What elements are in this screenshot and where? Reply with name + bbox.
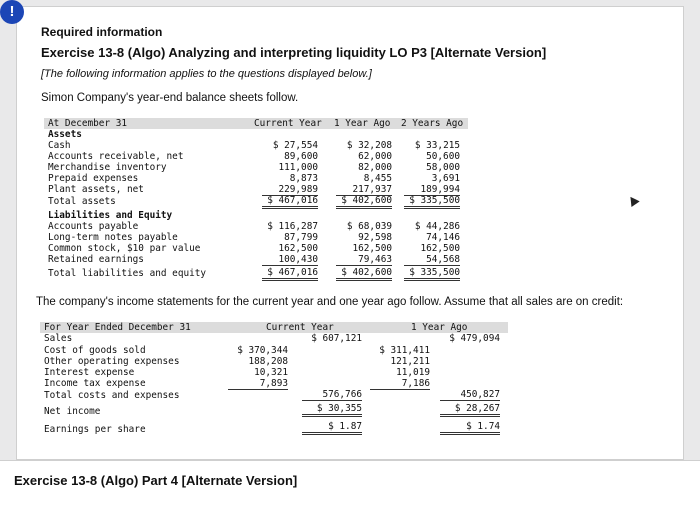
expense-current: 7,893 xyxy=(228,378,288,390)
total-costs-label: Total costs and expenses xyxy=(44,390,180,401)
sales-prev: $ 479,094 xyxy=(449,333,500,344)
balance-intro: Simon Company's year-end balance sheets follow. xyxy=(41,92,299,104)
sales-current: $ 607,121 xyxy=(311,333,362,344)
balance-col-2yr: 2 Years Ago xyxy=(401,118,464,129)
asset-2yr: 58,000 xyxy=(426,162,460,173)
liabilities-heading: Liabilities and Equity xyxy=(48,210,173,221)
expense-prev: $ 311,411 xyxy=(379,345,430,356)
asset-label: Cash xyxy=(48,140,71,151)
asset-current: 89,600 xyxy=(284,151,318,162)
asset-1yr: 8,455 xyxy=(363,173,392,184)
asset-label: Merchandise inventory xyxy=(48,162,167,173)
total-costs-prev: 450,827 xyxy=(440,389,500,401)
total-assets-2yr: $ 335,500 xyxy=(404,195,460,209)
total-assets-1yr: $ 402,600 xyxy=(336,195,392,209)
liability-1yr: 79,463 xyxy=(336,254,392,266)
asset-2yr: 189,994 xyxy=(404,184,460,196)
asset-label: Plant assets, net xyxy=(48,184,144,195)
liability-current: 87,799 xyxy=(284,232,318,243)
expense-label: Income tax expense xyxy=(44,378,146,389)
expense-label: Interest expense xyxy=(44,367,135,378)
asset-1yr: 82,000 xyxy=(358,162,392,173)
expense-label: Other operating expenses xyxy=(44,356,180,367)
total-costs-current: 576,766 xyxy=(302,389,362,401)
required-info-heading: Required information xyxy=(41,25,163,39)
liability-label: Long-term notes payable xyxy=(48,232,178,243)
expense-label: Cost of goods sold xyxy=(44,345,146,356)
liability-label: Accounts payable xyxy=(48,221,139,232)
income-intro: The company's income statements for the current year and one year ago follow. Assume that all sales are on credit: xyxy=(36,296,624,308)
net-income-prev: $ 28,267 xyxy=(440,403,500,417)
net-income-label: Net income xyxy=(44,406,101,417)
liability-current: $ 116,287 xyxy=(267,221,318,232)
asset-2yr: 50,600 xyxy=(426,151,460,162)
info-note: [The following information applies to the questions displayed below.] xyxy=(41,68,372,80)
liability-2yr: 74,146 xyxy=(426,232,460,243)
asset-1yr: 217,937 xyxy=(336,184,392,196)
liability-1yr: $ 68,039 xyxy=(346,221,392,232)
liability-2yr: 54,568 xyxy=(404,254,460,266)
asset-current: 111,000 xyxy=(278,162,318,173)
alert-icon: ! xyxy=(0,0,24,24)
exercise-title: Exercise 13-8 (Algo) Analyzing and interpreting liquidity LO P3 [Alternate Version] xyxy=(41,45,547,60)
asset-current: 8,873 xyxy=(289,173,318,184)
expense-prev: 7,186 xyxy=(370,378,430,390)
asset-1yr: $ 32,208 xyxy=(346,140,392,151)
liability-current: 162,500 xyxy=(278,243,318,254)
asset-2yr: 3,691 xyxy=(431,173,460,184)
total-assets-label: Total assets xyxy=(48,196,116,207)
expense-prev: 11,019 xyxy=(396,367,430,378)
expense-current: 188,208 xyxy=(248,356,288,367)
asset-current: $ 27,554 xyxy=(272,140,318,151)
eps-prev: $ 1.74 xyxy=(440,421,500,435)
expense-prev: 121,211 xyxy=(390,356,430,367)
liability-2yr: $ 44,286 xyxy=(414,221,460,232)
asset-1yr: 62,000 xyxy=(358,151,392,162)
income-col-label: For Year Ended December 31 xyxy=(44,322,191,333)
income-col-prev: 1 Year Ago xyxy=(411,322,468,333)
balance-col-current: Current Year xyxy=(254,118,322,129)
balance-col-1yr: 1 Year Ago xyxy=(334,118,391,129)
balance-col-label: At December 31 xyxy=(48,118,128,129)
assets-heading: Assets xyxy=(48,129,82,140)
liability-1yr: 162,500 xyxy=(352,243,392,254)
liability-current: 100,430 xyxy=(262,254,318,266)
eps-current: $ 1.87 xyxy=(302,421,362,435)
liability-label: Common stock, $10 par value xyxy=(48,243,201,254)
total-le-2yr: $ 335,500 xyxy=(404,267,460,281)
net-income-current: $ 30,355 xyxy=(302,403,362,417)
asset-label: Prepaid expenses xyxy=(48,173,139,184)
asset-current: 229,989 xyxy=(262,184,318,196)
total-le-1yr: $ 402,600 xyxy=(336,267,392,281)
sales-label: Sales xyxy=(44,333,73,344)
eps-label: Earnings per share xyxy=(44,424,146,435)
expense-current: $ 370,344 xyxy=(237,345,288,356)
total-le-current: $ 467,016 xyxy=(262,267,318,281)
part-title: Exercise 13-8 (Algo) Part 4 [Alternate Version] xyxy=(14,473,298,488)
expense-current: 10,321 xyxy=(254,367,288,378)
asset-label: Accounts receivable, net xyxy=(48,151,184,162)
total-le-label: Total liabilities and equity xyxy=(48,268,207,279)
income-col-current: Current Year xyxy=(266,322,334,333)
liability-2yr: 162,500 xyxy=(420,243,460,254)
asset-2yr: $ 33,215 xyxy=(414,140,460,151)
liability-label: Retained earnings xyxy=(48,254,144,265)
total-assets-current: $ 467,016 xyxy=(262,195,318,209)
liability-1yr: 92,598 xyxy=(358,232,392,243)
